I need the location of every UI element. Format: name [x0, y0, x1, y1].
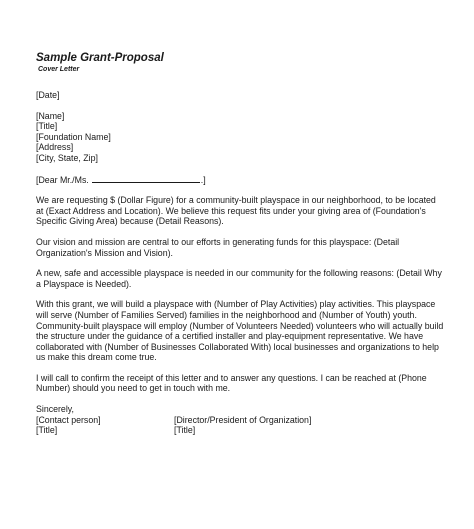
address-line: [City, State, Zip]: [36, 152, 98, 163]
address-line: [Foundation Name]: [36, 131, 111, 142]
salutation-suffix: .]: [200, 174, 206, 185]
signature-contact-title: [Title]: [36, 425, 58, 436]
signature-contact: [Contact person]: [36, 414, 101, 425]
salutation: [36, 174, 444, 186]
paragraph-followup: I will call to confirm the receipt of this letter and to answer any questions. I can be reached at (Phone Number) should you need to get in touch with me.: [36, 372, 427, 394]
salutation-prefix: [Dear Mr./Ms.: [36, 174, 89, 185]
signature-row: [36, 415, 444, 426]
signature-director: [Director/President of Organization]: [174, 414, 312, 425]
address-line: [Address]: [36, 142, 74, 153]
recipient-address: [36, 111, 444, 164]
paragraph-need: A new, safe and accessible playspace is needed in our community for the following reasons: (Detail Why a Playspace is Needed).: [36, 268, 442, 289]
paragraph-request: We are requesting $ (Dollar Figure) for a community-built playspace in our neighborhood, to be located at (Exact Address and Location). We believe this request fits under your giving area of (Foundation's Specific Giving Area) because (Detail Reasons).: [36, 195, 436, 227]
letter-date: [Date]: [36, 90, 60, 100]
name-blank-line: [92, 174, 200, 183]
address-line: [Title]: [36, 121, 58, 132]
address-line: [Name]: [36, 110, 65, 121]
document-subtitle: Cover Letter: [38, 66, 80, 73]
signature-director-title: [Title]: [174, 425, 196, 436]
document-title: Sample Grant-Proposal: [36, 52, 164, 64]
closing: Sincerely,: [36, 404, 74, 415]
signature-row: [36, 425, 444, 436]
paragraph-plan: With this grant, we will build a playspace with (Number of Play Activities) play activities. This playspace will serve (Number of Families Served) families in the neighborhood and (Number of Youth) youth. Community-built playspace will employ (Number of Volunteers Needed) volunteers who will actually build the structure under the guidance of a certified installer and play-equipment representative. We have collaborated with (Number of Businesses Collaborated With) local businesses and organizations to help us make this dream come true.: [36, 299, 444, 363]
paragraph-mission: Our vision and mission are central to our efforts in generating funds for this playspace: (Detail Organization's Mission and Vision).: [36, 236, 400, 258]
signature-block: [36, 404, 444, 436]
